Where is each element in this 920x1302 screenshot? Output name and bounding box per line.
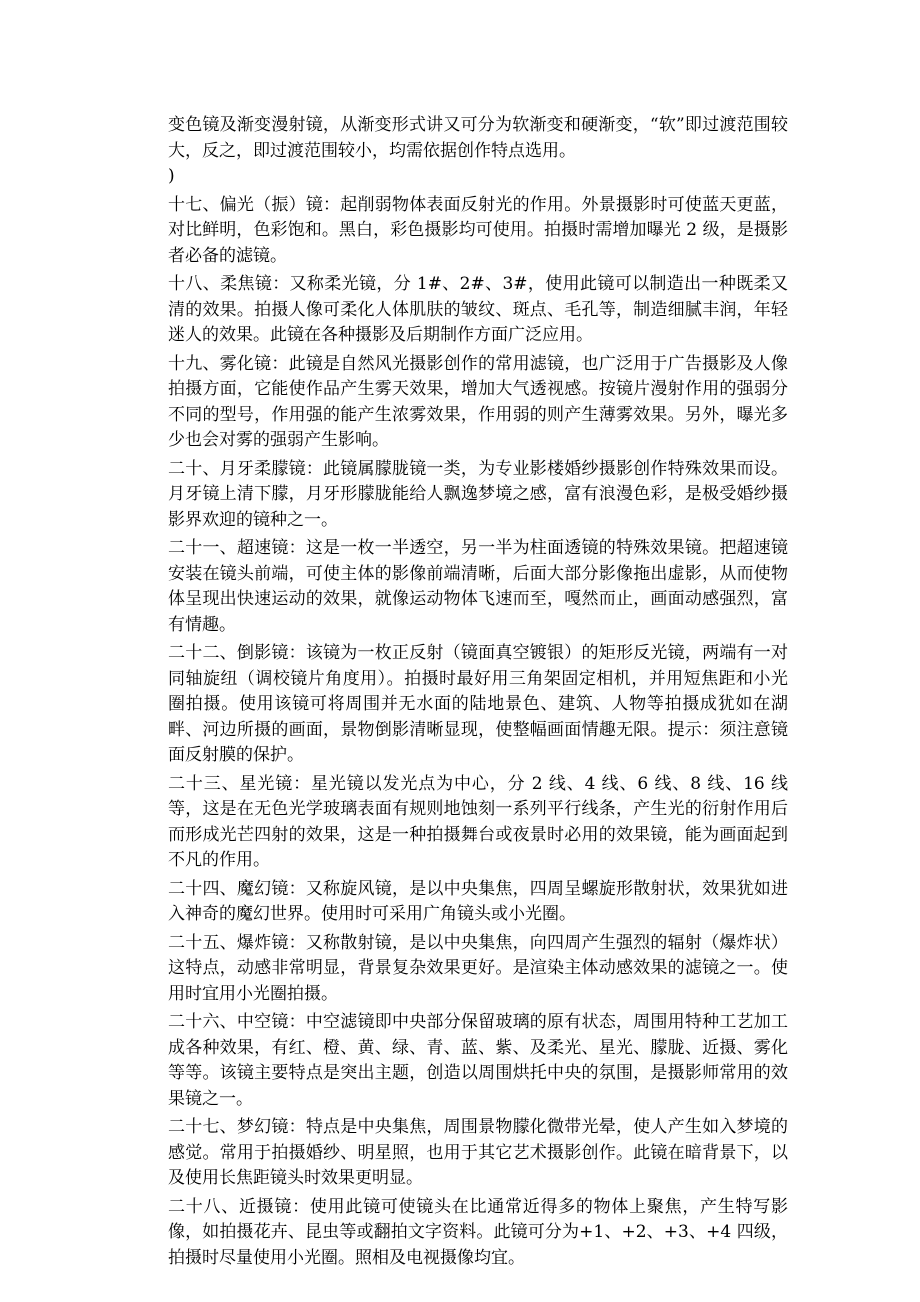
paragraph-27-dream-filter: 二十七、梦幻镜：特点是中央集焦，周围景物朦化微带光晕，使人产生如入梦境的感觉。常用于拍摄婚纱、明星照，也用于其它艺术摄影创作。此镜在暗背景下，以及使用长焦距镜头时效果更明显。	[168, 1117, 788, 1188]
paragraph-26-center-spot-filter: 二十六、中空镜：中空滤镜即中央部分保留玻璃的原有状态，周围用特种工艺加工成各种效果，有红、橙、黄、绿、青、蓝、紫、及柔光、星光、朦胧、近摄、雾化等等。该镜主要特点是突出主题，创造以周围烘托中央的氛围，是摄影师常用的效果镜之一。	[168, 1012, 788, 1109]
document-body	[168, 113, 788, 1271]
paragraph-21-speed-filter: 二十一、超速镜：这是一枚一半透空，另一半为柱面透镜的特殊效果镜。把超速镜安装在镜头前端，可使主体的影像前端清晰，后面大部分影像拖出虚影，从而使物体呈现出快速运动的效果，就像运动物体飞速而至，嘎然而止，画面动感强烈，富有情趣。	[168, 538, 788, 635]
paragraph-19-fog-filter: 十九、雾化镜：此镜是自然风光摄影创作的常用滤镜，也广泛用于广告摄影及人像拍摄方面，它能使作品产生雾天效果，增加大气透视感。按镜片漫射作用的强弱分不同的型号，作用强的能产生浓雾效果，作用弱的则产生薄雾效果。另外，曝光多少也会对雾的强弱产生影响。	[168, 353, 788, 450]
paragraph-20-crescent-soft-filter: 二十、月牙柔朦镜：此镜属朦胧镜一类，为专业影楼婚纱摄影创作特殊效果而设。月牙镜上清下朦，月牙形朦胧能给人飘逸梦境之感，富有浪漫色彩，是极受婚纱摄影界欢迎的镜种之一。	[168, 458, 788, 530]
paragraph-25-burst-filter: 二十五、爆炸镜：又称散射镜，是以中央集焦，向四周产生强烈的辐射（爆炸状）这特点，动感非常明显，背景复杂效果更好。是渲染主体动感效果的滤镜之一。使用时宜用小光圈拍摄。	[168, 932, 788, 1004]
closing-parenthesis: )	[168, 166, 175, 186]
paragraph-17-polarizer: 十七、偏光（振）镜：起削弱物体表面反射光的作用。外景摄影时可使蓝天更蓝，对比鲜明，色彩饱和。黑白，彩色摄影均可使用。拍摄时需增加曝光 2 级，是摄影者必备的滤镜。	[168, 194, 788, 266]
paragraph-18-soft-focus: 十八、柔焦镜：又称柔光镜，分 1#、2#、3#，使用此镜可以制造出一种既柔又清的效果。拍摄人像可柔化人体肌肤的皱纹、斑点、毛孔等，制造细腻丰润，年轻迷人的效果。此镜在各种摄影及后期制作方面广泛应用。	[168, 274, 788, 345]
paragraph-24-magic-filter: 二十四、魔幻镜：又称旋风镜，是以中央集焦，四周呈螺旋形散射状，效果犹如进入神奇的魔幻世界。使用时可采用广角镜头或小光圈。	[168, 878, 788, 924]
paragraph-22-reflection-filter: 二十二、倒影镜：该镜为一枚正反射（镜面真空镀银）的矩形反光镜，两端有一对同轴旋纽（调校镜片角度用）。拍摄时最好用三角架固定相机，并用短焦距和小光圈拍摄。使用该镜可将周围并无水面的陆地景色、建筑、人物等拍摄成犹如在湖畔、河边所摄的画面，景物倒影清晰显现，使整幅画面情趣无限。提示：须注意镜面反射膜的保护。	[168, 643, 788, 765]
paragraph-28-close-up-filter: 二十八、近摄镜：使用此镜可使镜头在比通常近得多的物体上聚焦，产生特写影像，如拍摄花卉、昆虫等或翻拍文字资料。此镜可分为+1、+2、+3、+4 四级，拍摄时尽量使用小光圈。照相及电视摄像均宜。	[168, 1196, 788, 1268]
paragraph-gradient-filter-continued: 变色镜及渐变漫射镜，从渐变形式讲又可分为软渐变和硬渐变，“软”即过渡范围较大，反之，即过渡范围较小，均需依据创作特点选用。	[168, 115, 788, 161]
paragraph-23-star-filter: 二十三、星光镜：星光镜以发光点为中心，分 2 线、4 线、6 线、8 线、16 线等，这是在无色光学玻璃表面有规则地蚀刻一系列平行线条，产生光的衍射作用后而形成光芒四射的效果，这是一种拍摄舞台或夜景时必用的效果镜，能为画面起到不凡的作用。	[168, 773, 788, 870]
